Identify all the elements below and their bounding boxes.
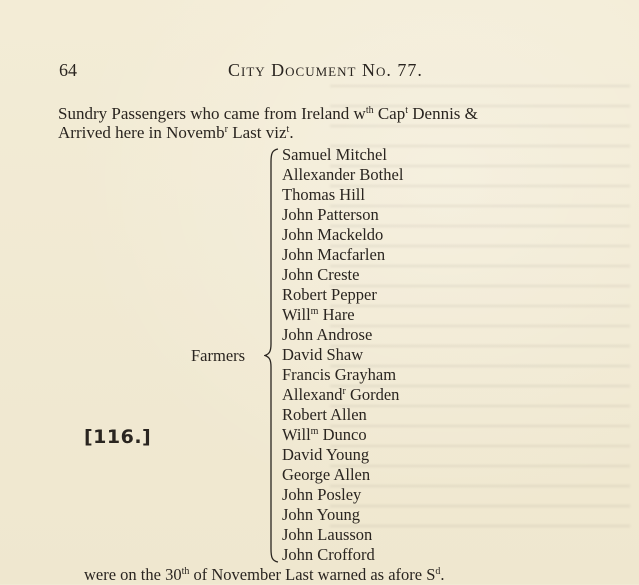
closing-line: were on the 30th of November Last warned as afore $S^d$. — [84, 565, 445, 584]
passenger-name: John Young — [282, 505, 360, 524]
passenger-name: John Lausson — [282, 525, 373, 544]
passenger-name: Thomas Hill — [282, 185, 365, 204]
passenger-list — [282, 145, 403, 565]
grouping-brace — [264, 148, 284, 563]
intro-paragraph — [58, 104, 478, 142]
passenger-name: John Mackeldo — [282, 225, 384, 244]
passenger-name: John Patterson — [282, 205, 379, 224]
passenger-name: Francis Grayham — [282, 365, 397, 384]
occupation-label: Farmers — [191, 346, 246, 365]
passenger-name: John Androse — [282, 325, 373, 344]
passenger-name: John Macfarlen — [282, 245, 386, 264]
passenger-name: John Crofford — [282, 545, 375, 564]
passenger-name: Will$^m$ Dunco — [282, 425, 367, 444]
passenger-name: George Allen — [282, 465, 371, 484]
passenger-name: John Posley — [282, 485, 362, 504]
passenger-name: David Shaw — [282, 345, 364, 364]
margin-reference-number: [116.] — [84, 426, 152, 448]
passenger-name: Will$^m$ Hare — [282, 305, 355, 324]
passenger-name: David Young — [282, 445, 370, 464]
intro-line-1: Sundry Passengers who came from Ireland $w^{th}$ Cap$^t$ Dennis & — [58, 104, 478, 123]
passenger-name: Allexand$^r$ Gorden — [282, 385, 400, 404]
page-number: 64 — [59, 60, 77, 80]
passenger-name: John Creste — [282, 265, 360, 284]
passenger-name: Robert Pepper — [282, 285, 377, 304]
passenger-name: Robert Allen — [282, 405, 367, 424]
passenger-name: Allexander Bothel — [282, 165, 404, 184]
passenger-name: Samuel Mitchel — [282, 145, 387, 164]
intro-line-2: Arrived here in Novemb$^r$ Last viz$^t$. — [58, 123, 294, 142]
running-head: City Document No. 77. — [228, 60, 423, 80]
